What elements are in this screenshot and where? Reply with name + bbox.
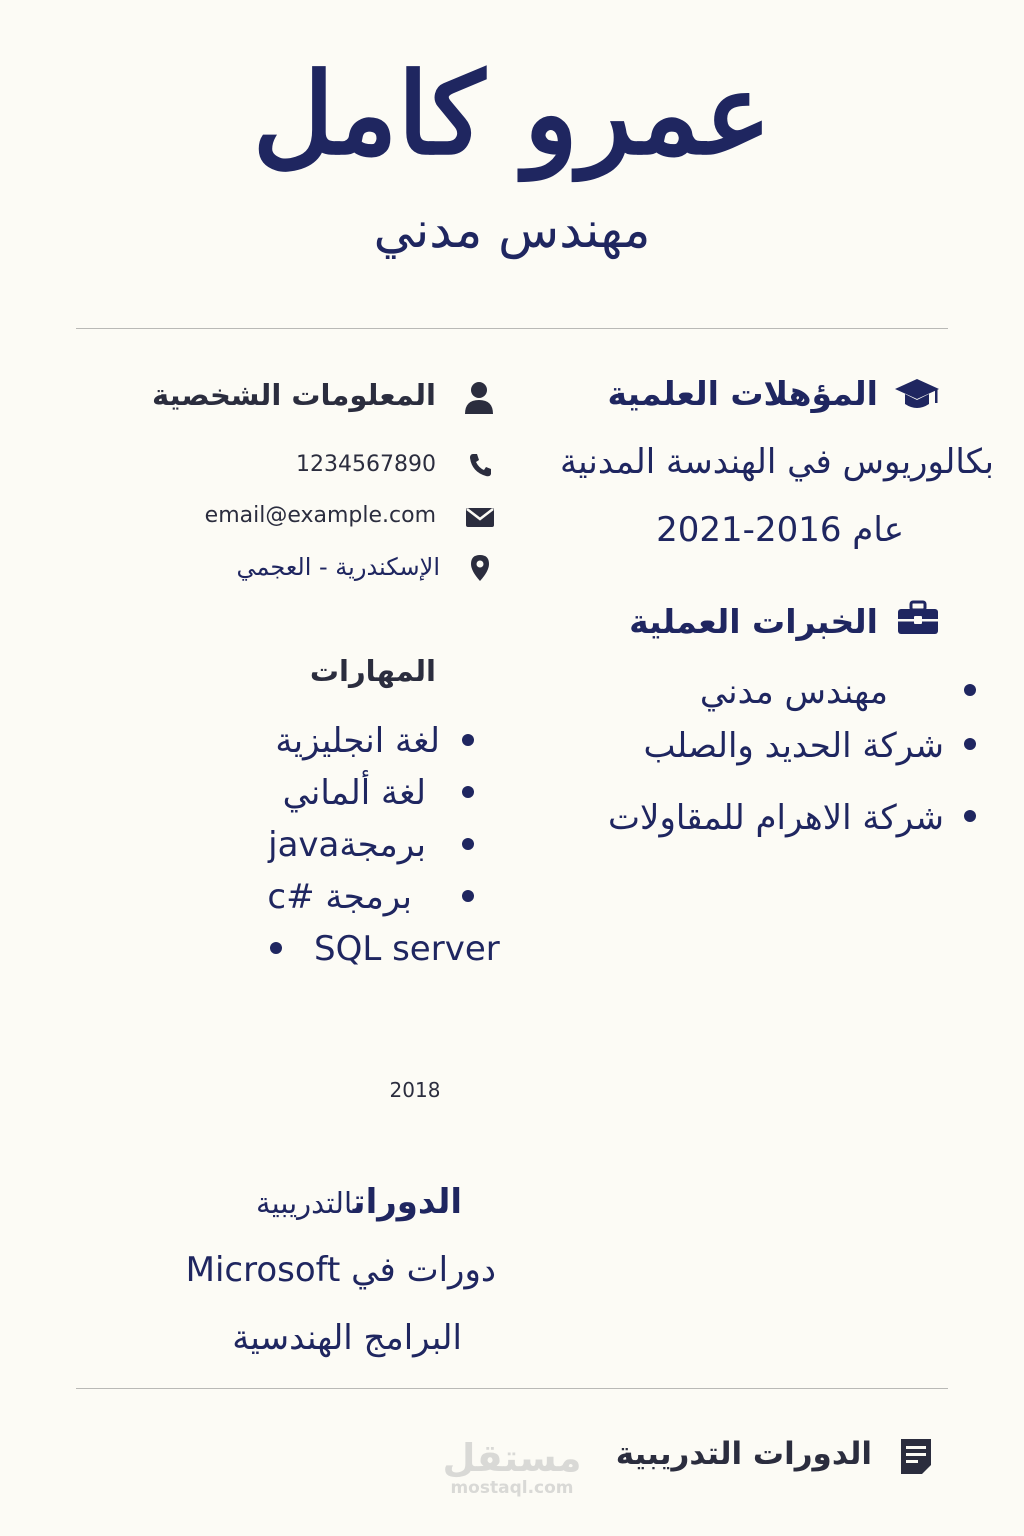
experience-bullet bbox=[964, 810, 976, 822]
experience-heading: الخبرات العملية bbox=[629, 602, 878, 641]
courses-heading bbox=[256, 1178, 462, 1232]
courses-heading-rest: التدريبية bbox=[256, 1186, 353, 1220]
user-icon bbox=[462, 378, 496, 418]
experience-item: شركة الحديد والصلب bbox=[643, 726, 944, 766]
education-heading: المؤهلات العلمية bbox=[607, 374, 878, 413]
education-years: عام 2016-2021 bbox=[656, 510, 904, 550]
email-address: email@example.com bbox=[204, 503, 436, 528]
location: الإسكندرية - العجمي bbox=[236, 553, 440, 581]
courses-line-2: البرامج الهندسية bbox=[232, 1318, 462, 1358]
skill-item: برمجةjava bbox=[268, 825, 426, 865]
footer-heading: الدورات التدريبية bbox=[615, 1436, 872, 1472]
location-pin-icon bbox=[468, 553, 492, 583]
candidate-name: عمرو كامل bbox=[252, 49, 772, 180]
skill-item: برمجة #c bbox=[267, 877, 412, 917]
experience-item: مهندس مدني bbox=[699, 672, 888, 712]
experience-bullet bbox=[964, 684, 976, 696]
education-degree: بكالوريوس في الهندسة المدنية bbox=[559, 442, 994, 482]
document-icon bbox=[896, 1436, 936, 1476]
skills-heading: المهارات bbox=[309, 654, 436, 688]
bottom-divider bbox=[76, 1388, 948, 1389]
personal-heading: المعلومات الشخصية bbox=[152, 378, 436, 412]
watermark bbox=[440, 1438, 584, 1498]
year-note: 2018 bbox=[389, 1078, 441, 1102]
skill-item: SQL server bbox=[314, 929, 500, 969]
envelope-icon bbox=[464, 504, 496, 530]
job-title: مهندس مدني bbox=[373, 201, 651, 259]
skill-item: لغة ألماني bbox=[282, 773, 426, 813]
watermark-en: mostaql.com bbox=[450, 1478, 574, 1498]
skill-item: لغة انجليزية bbox=[275, 721, 440, 761]
phone-number: 1234567890 bbox=[296, 452, 436, 477]
skill-bullet bbox=[462, 890, 474, 902]
briefcase-icon bbox=[894, 598, 942, 638]
courses-heading-bold: الدورات bbox=[352, 1182, 462, 1222]
top-divider bbox=[76, 328, 948, 329]
watermark-ar: مستقل bbox=[442, 1436, 582, 1480]
skill-bullet bbox=[462, 838, 474, 850]
skill-bullet bbox=[462, 786, 474, 798]
courses-line-1: دورات في Microsoft bbox=[185, 1250, 496, 1290]
phone-icon bbox=[466, 450, 494, 480]
graduation-cap-icon bbox=[892, 376, 942, 416]
experience-bullet bbox=[964, 738, 976, 750]
skill-bullet bbox=[270, 942, 282, 954]
skill-bullet bbox=[462, 734, 474, 746]
experience-item: شركة الاهرام للمقاولات bbox=[608, 798, 944, 838]
